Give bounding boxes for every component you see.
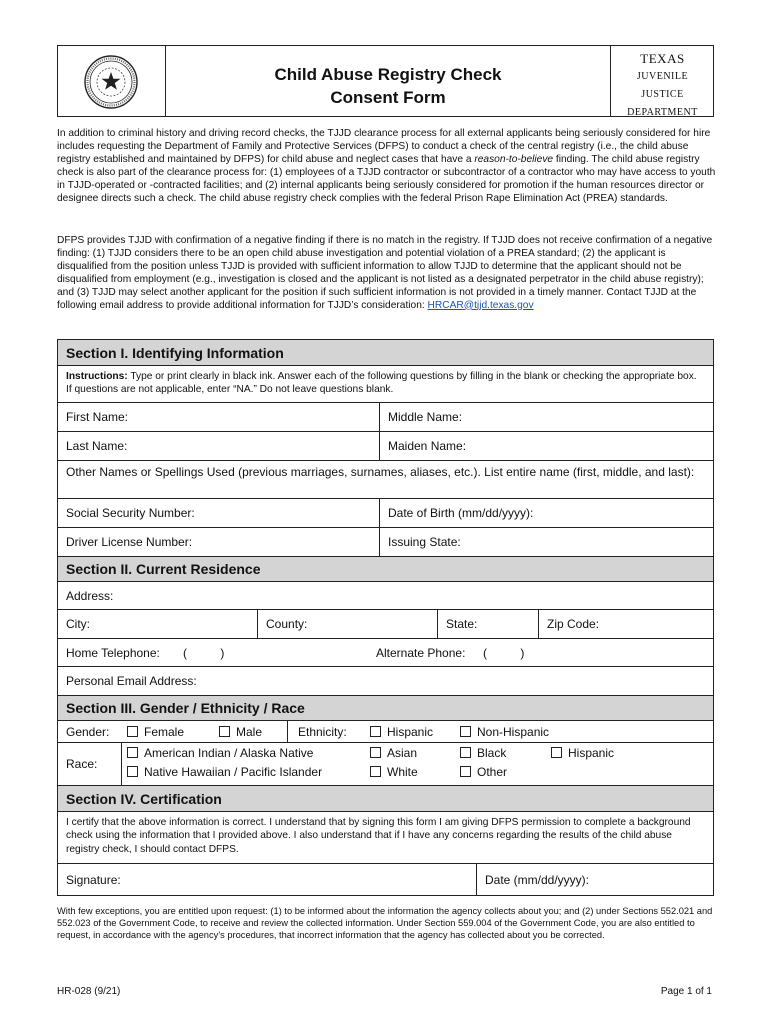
hispanic-race-checkbox[interactable] — [551, 747, 562, 758]
signature-date-field[interactable] — [476, 864, 713, 895]
section-3-title: Section III. Gender / Ethnicity / Race — [66, 700, 305, 716]
asian-checkbox[interactable] — [370, 747, 381, 758]
address-field[interactable] — [58, 582, 713, 609]
home-telephone-field[interactable]: ( ) — [183, 646, 225, 660]
agency-line2: JUVENILE — [636, 71, 689, 82]
state-label: State: — [446, 617, 478, 631]
signature-label: Signature: — [66, 872, 121, 887]
black-option[interactable] — [460, 746, 506, 760]
middle-name-label: Middle Name: — [388, 410, 463, 424]
hispanic-ethnicity-option[interactable] — [370, 725, 433, 739]
home-telephone-label: Home Telephone: — [66, 646, 160, 660]
issuing-state-label: Issuing State: — [388, 535, 461, 549]
name-row-1 — [58, 403, 713, 432]
seal-cell — [58, 46, 166, 116]
intro-p2-text: DFPS provides TJJD with confirmation of a negative finding if there is no match in the registry. If TJJD does not receive confirmation of a negative finding: (1) TJJD considers there to be an open child abuse investigation and potential violation of a PREA standard; (2) the applicant is disqualified from the position unless TJJD is provided with sufficient information to allow TJJD to determine that the applicant should not be disqualified from employment (e.g., investigation is closed and the applicant is not listed as a designated perpetrator in the child abuse registry); and (3) TJJD may select another applicant for the position if such sufficient information is not provided in a timely manner. Contact TJJD at the following email address to provide additional information for TJJD’s consideration: — [57, 235, 713, 311]
hrcar-email-link[interactable]: HRCAR@tjjd.texas.gov — [427, 299, 534, 311]
male-label: Male — [236, 725, 263, 739]
last-name-label: Last Name: — [66, 439, 128, 453]
hispanic-race-label: Hispanic — [568, 746, 615, 760]
section-3-header — [58, 696, 713, 721]
first-name-label: First Name: — [66, 410, 129, 424]
female-checkbox[interactable] — [127, 726, 138, 737]
instructions-label: Instructions: — [66, 371, 128, 382]
intro-paragraph-2 — [57, 235, 719, 312]
race-label-cell — [58, 743, 121, 785]
certification-text: I certify that the above information is correct. I understand that by signing this form I am giving DFPS permission to complete a background check using the information that I provided above. I also understand that if I have any concerns regarding the results of the child abuse registry check, I should contact DFPS. — [66, 817, 691, 855]
city-row — [58, 610, 713, 639]
license-row — [58, 528, 713, 557]
section-1-header — [58, 340, 713, 366]
agency-name — [612, 46, 713, 116]
maiden-name-label: Maiden Name: — [388, 439, 467, 453]
last-name-field[interactable] — [58, 432, 379, 460]
female-option[interactable] — [127, 725, 184, 739]
black-label: Black — [477, 746, 507, 760]
hispanic-ethnicity-label: Hispanic — [387, 725, 434, 739]
race-row — [58, 743, 713, 786]
intro-p1-italic: reason-to-believe — [474, 153, 554, 165]
native-hawaiian-checkbox[interactable] — [127, 766, 138, 777]
section-4-header — [58, 786, 713, 812]
non-hispanic-label: Non-Hispanic — [477, 725, 550, 739]
gender-label: Gender: — [66, 725, 110, 739]
instructions-text — [58, 366, 713, 400]
race-label: Race: — [66, 757, 98, 771]
city-field[interactable] — [58, 610, 257, 638]
non-hispanic-option[interactable] — [460, 725, 549, 739]
signature-row — [58, 864, 713, 895]
texas-seal-icon — [58, 46, 165, 116]
instructions-row — [58, 366, 713, 403]
ssn-field[interactable] — [58, 499, 379, 527]
other-names-row — [58, 461, 713, 499]
asian-option[interactable] — [370, 746, 417, 760]
gender-row — [58, 721, 713, 743]
signature-date-label: Date (mm/dd/yyyy): — [485, 872, 590, 887]
instructions-body: Type or print clearly in black ink. Answer each of the following questions by filling in the blank or checking the appropriate box. If questions are not applicable, enter “NA.” Do not leave questions blank. — [66, 371, 697, 395]
city-label: City: — [66, 617, 90, 631]
certification-row — [58, 812, 713, 864]
male-checkbox[interactable] — [219, 726, 230, 737]
driver-license-field[interactable] — [58, 528, 379, 556]
form-title — [166, 46, 611, 116]
section-2-title: Section II. Current Residence — [66, 561, 261, 577]
page-number: Page 1 of 1 — [660, 986, 712, 997]
female-label: Female — [144, 725, 185, 739]
other-race-label: Other — [477, 765, 508, 779]
white-option[interactable] — [370, 765, 418, 779]
issuing-state-field[interactable] — [379, 528, 713, 556]
agency-line1: TEXAS — [640, 51, 685, 66]
form-header — [57, 45, 714, 117]
american-indian-option[interactable] — [127, 746, 313, 760]
address-label: Address: — [66, 588, 114, 603]
ssn-label: Social Security Number: — [66, 506, 195, 520]
native-hawaiian-label: Native Hawaiian / Pacific Islander — [144, 765, 323, 779]
phone-row — [58, 639, 713, 667]
intro-paragraph-1 — [57, 128, 719, 205]
county-label: County: — [266, 617, 308, 631]
asian-label: Asian — [387, 746, 418, 760]
hispanic-ethnicity-checkbox[interactable] — [370, 726, 381, 737]
dob-label: Date of Birth (mm/dd/yyyy): — [388, 506, 534, 520]
maiden-name-field[interactable] — [379, 432, 713, 460]
hispanic-race-option[interactable] — [551, 746, 614, 760]
white-label: White — [387, 765, 418, 779]
first-name-field[interactable] — [58, 403, 379, 431]
personal-email-field[interactable] — [58, 667, 713, 695]
native-hawaiian-option[interactable] — [127, 765, 322, 779]
signature-field[interactable] — [58, 864, 476, 895]
alternate-phone-label: Alternate Phone: — [376, 646, 466, 660]
section-4-title: Section IV. Certification — [66, 790, 222, 807]
section-1-title: Section I. Identifying Information — [66, 344, 284, 361]
privacy-notice: With few exceptions, you are entitled upon request: (1) to be informed about the information the agency collects about you; and (2) under Sections 552.021 and 552.023 of the Government Code, to receive and review the collected information. Under Section 559.004 of the Government Code, you are also entitled to request, in accordance with the agency’s procedures, that incorrect information that the agency has collected about you be corrected. — [57, 906, 713, 940]
non-hispanic-checkbox[interactable] — [460, 726, 471, 737]
white-checkbox[interactable] — [370, 766, 381, 777]
other-race-checkbox[interactable] — [460, 766, 471, 777]
ssn-row — [58, 499, 713, 528]
middle-name-field[interactable] — [379, 403, 713, 431]
other-names-field[interactable] — [58, 461, 713, 483]
male-option[interactable] — [219, 725, 262, 739]
form-title-line2: Consent Form — [330, 88, 446, 107]
dob-field[interactable] — [379, 499, 713, 527]
american-indian-label: American Indian / Alaska Native — [144, 746, 314, 760]
other-names-label: Other Names or Spellings Used (previous marriages, surnames, aliases, etc.). List entire name (first, middle, and last): — [66, 465, 695, 479]
ethnicity-label: Ethnicity: — [298, 725, 347, 739]
intro-p1-text-a: In addition to criminal history and driving record checks, the TJJD clearance process for all external applicants being seriously considered for hire includes requesting the Department of Family and Protective Services (DFPS) to conduct a check of the central registry (i.e., the child abuse registry established and maintained by DFPS) for child abuse and neglect cases that have a — [57, 128, 711, 165]
other-race-option[interactable] — [460, 765, 507, 779]
name-row-2 — [58, 432, 713, 461]
address-row — [58, 582, 713, 610]
agency-line4: DEPARTMENT — [627, 107, 698, 118]
consent-form-table — [57, 339, 714, 896]
zip-code-field[interactable] — [538, 610, 713, 638]
american-indian-checkbox[interactable] — [127, 747, 138, 758]
driver-license-label: Driver License Number: — [66, 535, 193, 549]
email-row — [58, 667, 713, 696]
alternate-phone-field[interactable]: ( ) — [483, 646, 525, 660]
black-checkbox[interactable] — [460, 747, 471, 758]
agency-line3: JUSTICE — [641, 89, 684, 100]
personal-email-label: Personal Email Address: — [66, 674, 197, 688]
section-2-header — [58, 557, 713, 582]
form-id: HR-028 (9/21) — [57, 986, 121, 997]
form-title-line1: Child Abuse Registry Check — [274, 65, 502, 84]
zip-code-label: Zip Code: — [547, 617, 600, 631]
state-field[interactable] — [437, 610, 538, 638]
intro-p1-text-b: finding. The child abuse registry check is also part of the clearance process for: (1) employees of a TJJD contractor or subcontractor of a contractor who may have access to youth in TJJD-operated or -contracted facilities; and (2) internal applicants being seriously considered for promotion if the human resources director or designee directs such a check. The child abuse registry check complies with the federal Prison Rape Elimination Act (PREA) standards. — [57, 153, 716, 204]
county-field[interactable] — [257, 610, 437, 638]
